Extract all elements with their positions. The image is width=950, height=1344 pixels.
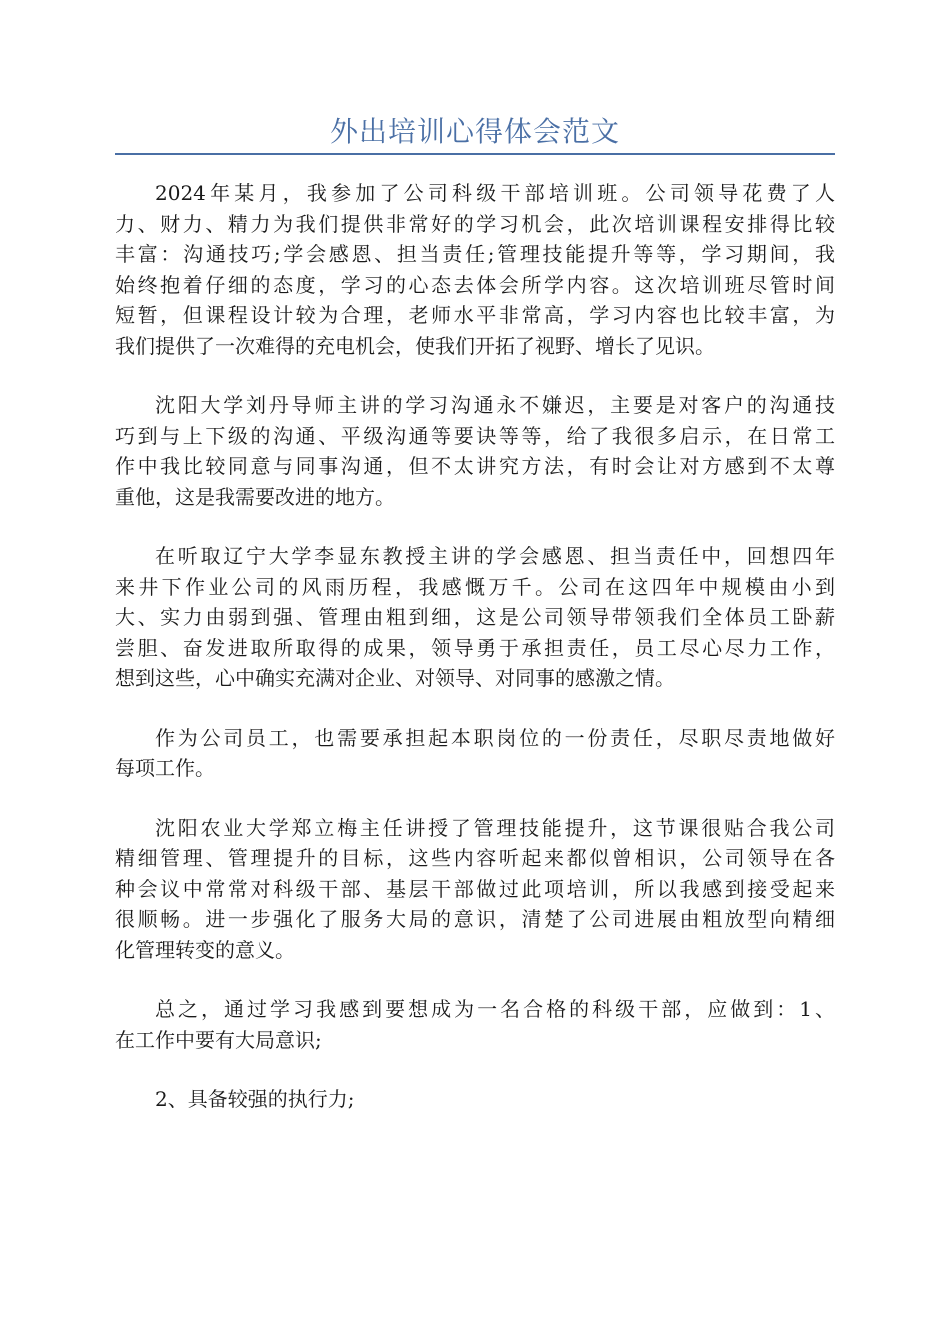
text-line: 总之，通过学习我感到要想成为一名合格的科级干部，应做到：1、 xyxy=(155,997,835,1021)
text-line: 来井下作业公司的风雨历程，我感慨万千。公司在这四年中规模由小到 xyxy=(115,574,835,599)
paragraph xyxy=(115,390,835,512)
text-line: 想到这些，心中确实充满对企业、对领导、对同事的感激之情。 xyxy=(115,666,675,690)
text-line: 大、实力由弱到强、管理由粗到细，这是公司领导带领我们全体员工卧薪 xyxy=(115,605,835,629)
text-line: 始终抱着仔细的态度，学习的心态去体会所学内容。这次培训班尽管时间 xyxy=(115,272,835,297)
paragraph xyxy=(115,994,835,1055)
text-line: 尝胆、奋发进取所取得的成果，领导勇于承担责任，员工尽心尽力工作， xyxy=(115,635,835,660)
text-line: 重他，这是我需要改进的地方。 xyxy=(115,484,395,509)
text-line: 沈阳农业大学郑立梅主任讲授了管理技能提升，这节课很贴合我公司 xyxy=(155,815,835,840)
text-line: 在工作中要有大局意识; xyxy=(115,1027,322,1052)
document-body xyxy=(115,178,835,1144)
text-line: 我们提供了一次难得的充电机会，使我们开拓了视野、增长了见识。 xyxy=(115,333,715,358)
paragraph xyxy=(115,723,835,784)
text-line: 巧到与上下级的沟通、平级沟通等要诀等等，给了我很多启示，在日常工 xyxy=(115,423,835,448)
paragraph xyxy=(115,178,835,361)
text-line: 种会议中常常对科级干部、基层干部做过此项培训，所以我感到接受起来 xyxy=(115,876,835,901)
text-line: 2、具备较强的执行力; xyxy=(155,1087,355,1111)
text-line: 沈阳大学刘丹导师主讲的学习沟通永不嫌迟，主要是对客户的沟通技 xyxy=(155,393,835,417)
paragraph xyxy=(115,1084,835,1115)
text-line: 力、财力、精力为我们提供非常好的学习机会，此次培训课程安排得比较 xyxy=(115,211,835,236)
paragraph xyxy=(115,813,835,966)
text-line: 作为公司员工，也需要承担起本职岗位的一份责任，尽职尽责地做好 xyxy=(155,725,835,750)
text-line: 短暂，但课程设计较为合理，老师水平非常高，学习内容也比较丰富，为 xyxy=(115,303,835,327)
text-line: 在听取辽宁大学李显东教授主讲的学会感恩、担当责任中，回想四年 xyxy=(155,544,835,568)
paragraph xyxy=(115,541,835,694)
text-line: 化管理转变的意义。 xyxy=(115,937,295,962)
text-line: 精细管理、管理提升的目标，这些内容听起来都似曾相识，公司领导在各 xyxy=(115,846,835,870)
text-line: 2024年某月，我参加了公司科级干部培训班。公司领导花费了人 xyxy=(155,181,835,205)
title-underline xyxy=(115,153,835,155)
text-line: 很顺畅。进一步强化了服务大局的意识，清楚了公司进展由粗放型向精细 xyxy=(115,907,835,931)
document-title: 外出培训心得体会范文 xyxy=(329,115,620,148)
text-line: 每项工作。 xyxy=(115,756,215,780)
text-line: 丰富：沟通技巧;学会感恩、担当责任;管理技能提升等等，学习期间，我 xyxy=(115,242,835,266)
text-line: 作中我比较同意与同事沟通，但不太讲究方法，有时会让对方感到不太尊 xyxy=(115,454,835,478)
